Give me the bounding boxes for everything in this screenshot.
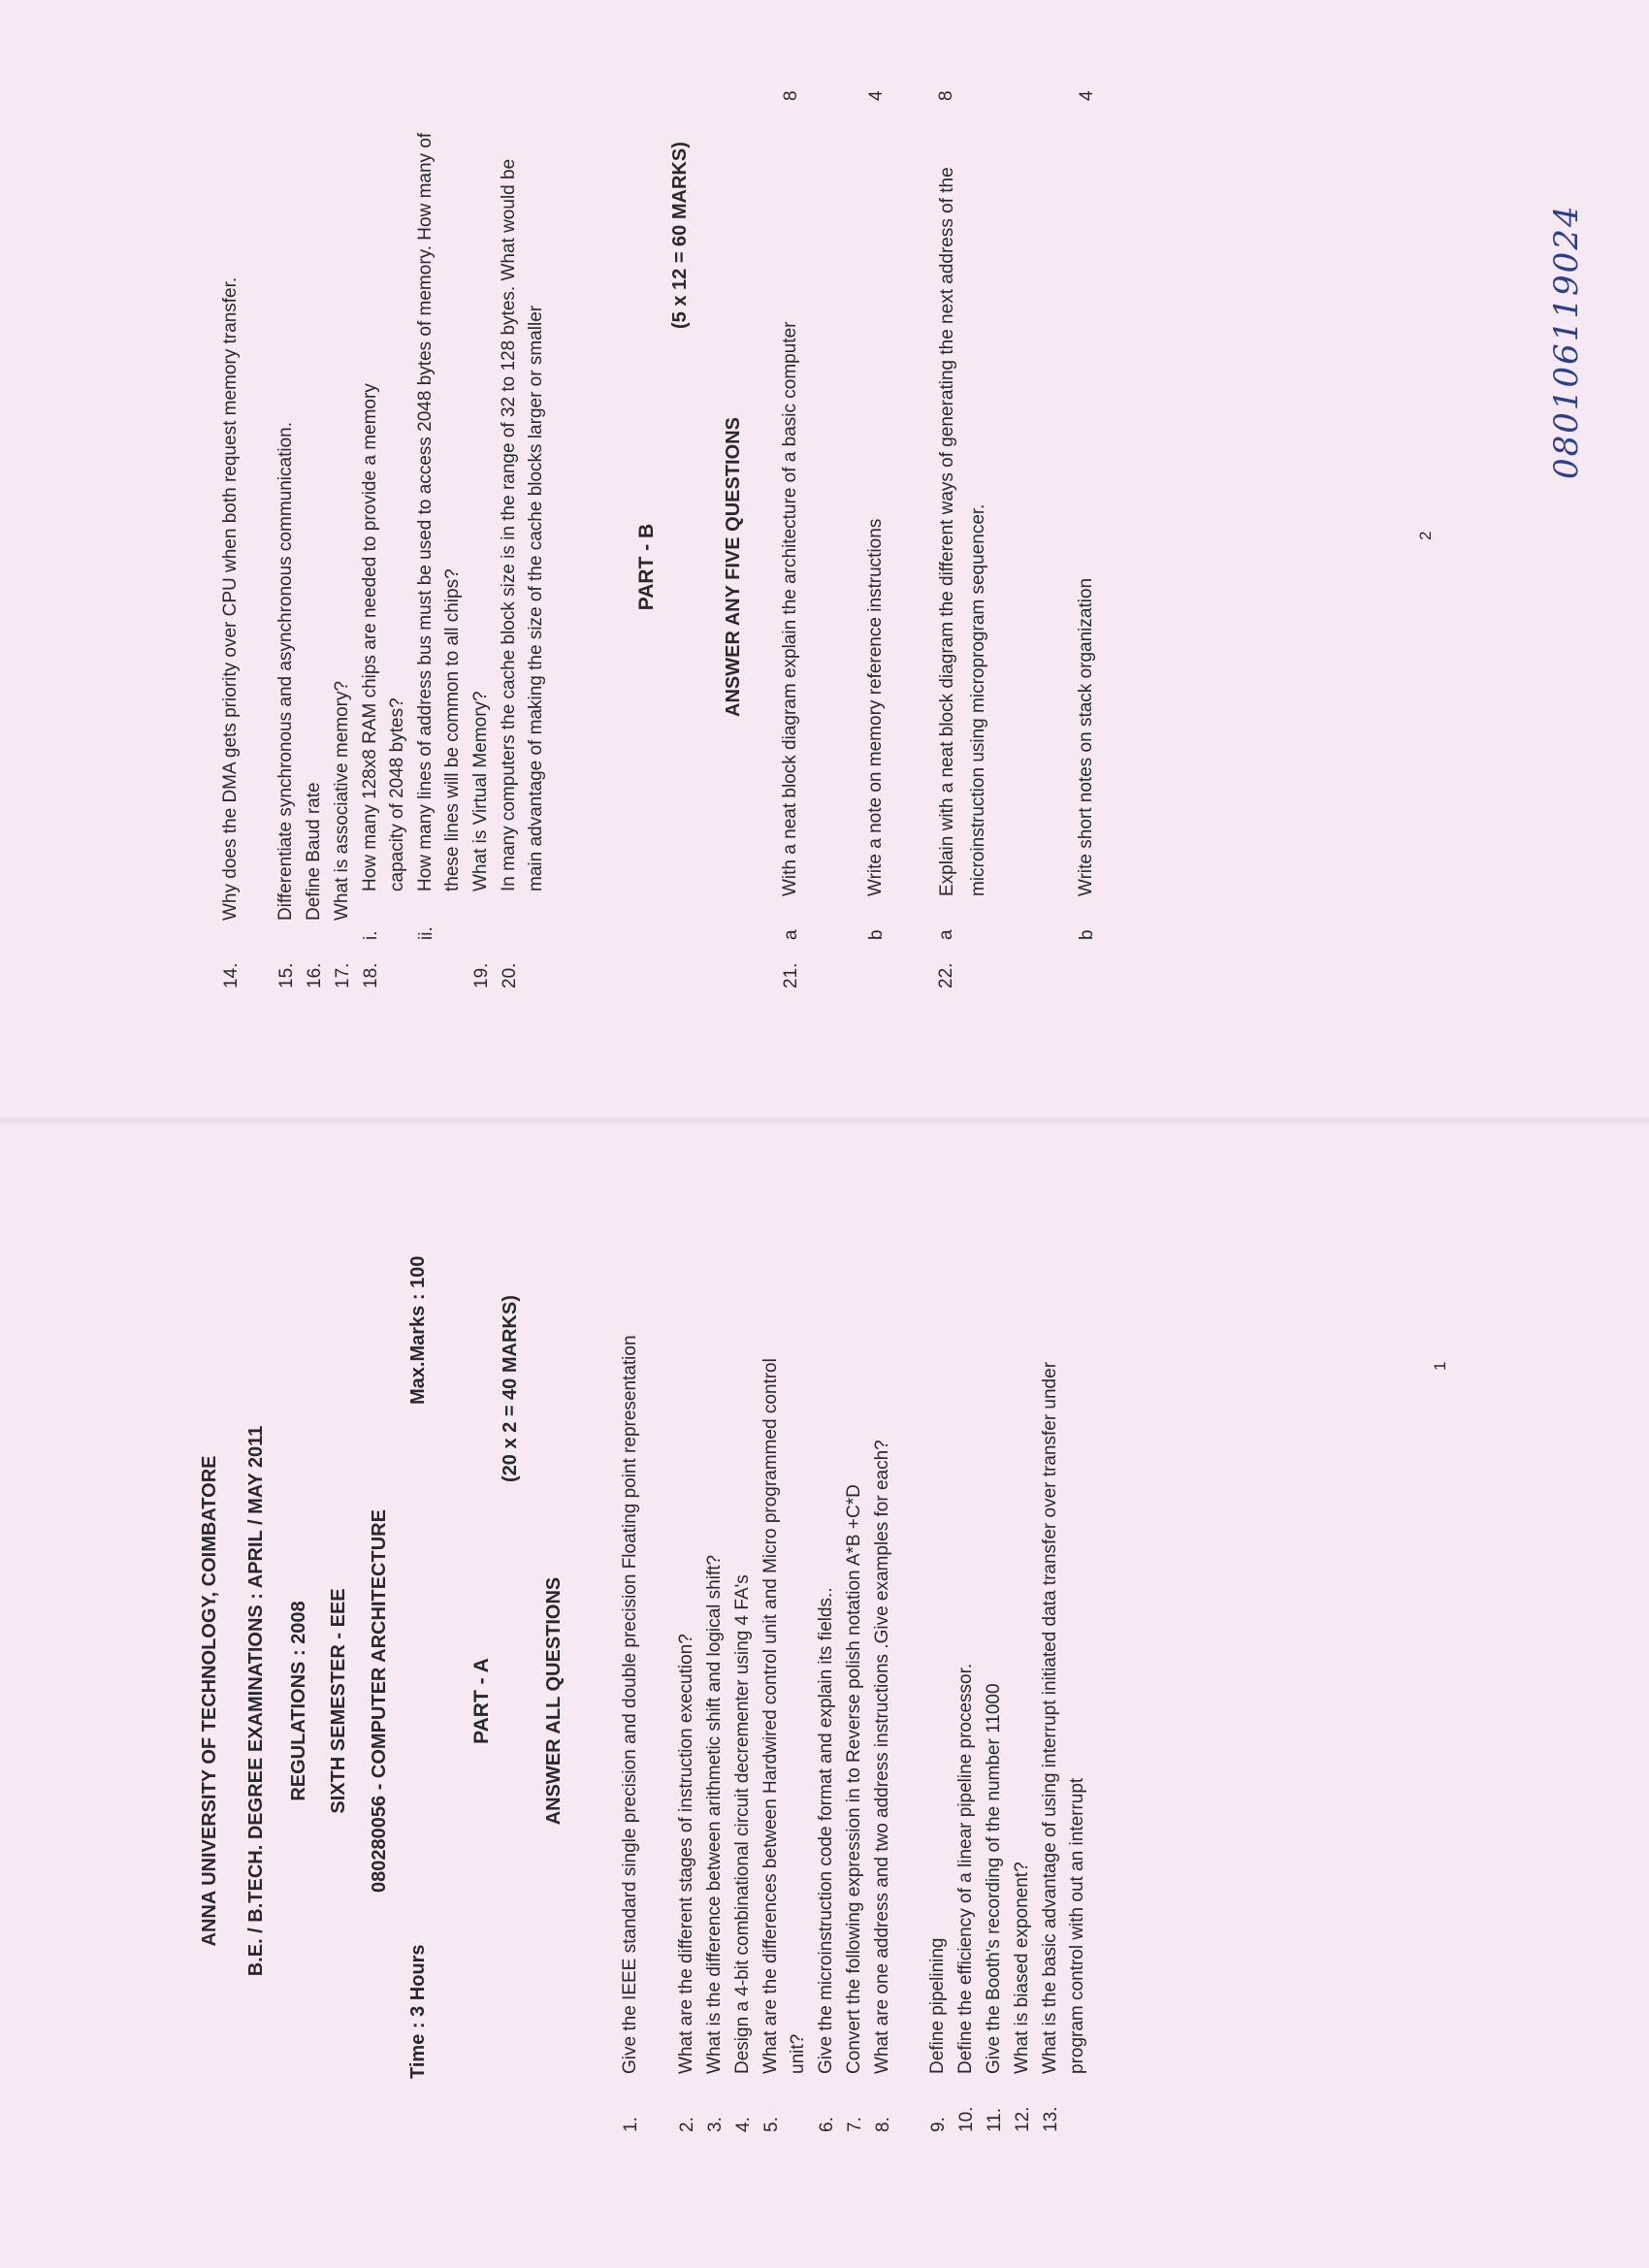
question-subpart: b: [1077, 929, 1097, 940]
question-text: What is Virtual Memory?: [470, 691, 491, 891]
question-text: Design a 4-bit combinational circuit decrementer using 4 FA's: [732, 1574, 753, 2074]
question-text: What is the basic advantage of using interrupt initiated data transfer over transfer under program control with out an interrupt: [1040, 1361, 1087, 2074]
question-number: 18.: [361, 962, 381, 988]
semester: SIXTH SEMESTER - EEE: [328, 1588, 349, 1814]
question-number: 9.: [928, 2117, 949, 2132]
question-text: In many computers the cache block size is in the range of 32 to 128 bytes. What would be main advantage of making the size of the cache blocks larger or smaller: [499, 158, 546, 891]
question-marks: 4: [1077, 90, 1097, 101]
question-marks: 8: [781, 90, 801, 101]
question-text: Define Baud rate: [304, 782, 324, 921]
question-text: How many lines of address bus must be used to access 2048 bytes of memory. How many of these lines will be common to all chips?: [415, 132, 463, 891]
question-number: 17.: [333, 962, 353, 988]
part-a-heading: PART - A: [470, 1658, 493, 1744]
question-marks: 8: [936, 90, 956, 101]
question-number: 4.: [733, 2117, 754, 2132]
question-text: Differentiate synchronous and asynchronous communication.: [275, 422, 296, 921]
question-marks: 4: [866, 90, 887, 101]
handwritten-roll-number: 080106119024: [1547, 204, 1586, 479]
course-title: 080280056 - COMPUTER ARCHITECTURE: [369, 1509, 390, 1893]
question-number: 15.: [276, 962, 297, 988]
question-text: What is biased exponent?: [1012, 1862, 1032, 2074]
question-text: What are the differences between Hardwired control unit and Micro programmed control unit?: [760, 1358, 808, 2074]
question-subpart: a: [781, 929, 801, 940]
question-number: 16.: [305, 962, 325, 988]
question-number: 10.: [956, 2106, 977, 2132]
question-text: Give the Booth's recording of the number 11000: [984, 1683, 1004, 2074]
question-number: 14.: [221, 962, 242, 988]
question-text: Give the microinstruction code format and explain its fields..: [816, 1587, 836, 2074]
question-number: 2.: [677, 2117, 697, 2132]
question-text: What are one address and two address instructions .Give examples for each?: [872, 1440, 892, 2074]
question-subpart: a: [936, 929, 956, 940]
question-text: Explain with a neat block diagram the different ways of generating the next address of the microinstruction using microprogram sequencer.: [937, 167, 988, 896]
question-number: 8.: [873, 2117, 893, 2132]
question-subpart: b: [866, 929, 887, 940]
question-text: Define pipelining: [927, 1937, 948, 2074]
question-number: 6.: [817, 2117, 837, 2132]
question-text: Why does the DMA gets priority over CPU when both request memory transfer.: [220, 276, 241, 921]
exam-title: B.E. / B.TECH. DEGREE EXAMINATIONS : APRIL / MAY 2011: [245, 1425, 267, 1977]
exam-duration: Time : 3 Hours: [407, 1944, 429, 2079]
part-a-instruction: ANSWER ALL QUESTIONS: [543, 1576, 565, 1826]
question-number: 5.: [761, 2117, 782, 2132]
question-subpart: i.: [361, 930, 381, 940]
page-number: 1: [1431, 1361, 1449, 1371]
question-number: 12.: [1013, 2106, 1033, 2132]
part-a-marks: (20 x 2 = 40 MARKS): [500, 1295, 521, 1482]
question-number: 19.: [471, 962, 492, 988]
regulations: REGULATIONS : 2008: [288, 1601, 309, 1801]
question-text: With a neat block diagram explain the architecture of a basic computer: [780, 321, 800, 896]
question-text: What are the different stages of instruction execution?: [676, 1634, 696, 2074]
question-number: 3.: [705, 2117, 726, 2132]
question-text: What is associative memory?: [332, 680, 352, 921]
question-text: What is the difference between arithmetic shift and logical shift?: [704, 1554, 725, 2074]
part-b-marks: (5 x 12 = 60 MARKS): [669, 142, 691, 329]
question-number: 22.: [936, 962, 956, 988]
question-number: 11.: [985, 2107, 1005, 2132]
question-number: 7.: [845, 2117, 865, 2132]
question-text: How many 128x8 RAM chips are needed to provide a memory capacity of 2048 bytes?: [360, 383, 407, 891]
max-marks: Max.Marks : 100: [407, 1255, 429, 1405]
part-b-heading: PART - B: [635, 523, 658, 611]
question-text: Write a note on memory reference instructions: [865, 518, 886, 896]
part-b-instruction: ANSWER ANY FIVE QUESTIONS: [723, 417, 744, 717]
question-text: Write short notes on stack organization: [1076, 577, 1096, 896]
question-number: 21.: [781, 962, 801, 988]
question-text: Convert the following expression in to Reverse polish notation A*B +C*D: [844, 1484, 864, 2074]
question-text: Define the efficiency of a linear pipeline processor.: [955, 1663, 976, 2074]
question-text: Give the IEEE standard single precision and double precision Floating point representation: [620, 1335, 640, 2074]
question-number: 20.: [500, 962, 520, 988]
university-name: ANNA UNIVERSITY OF TECHNOLOGY, COIMBATORE: [199, 1455, 220, 1947]
question-subpart: ii.: [416, 926, 436, 940]
question-number: 13.: [1041, 2106, 1061, 2132]
page-1: [0, 1134, 1649, 2268]
question-number: 1.: [621, 2117, 641, 2132]
page-number: 2: [1416, 531, 1435, 540]
